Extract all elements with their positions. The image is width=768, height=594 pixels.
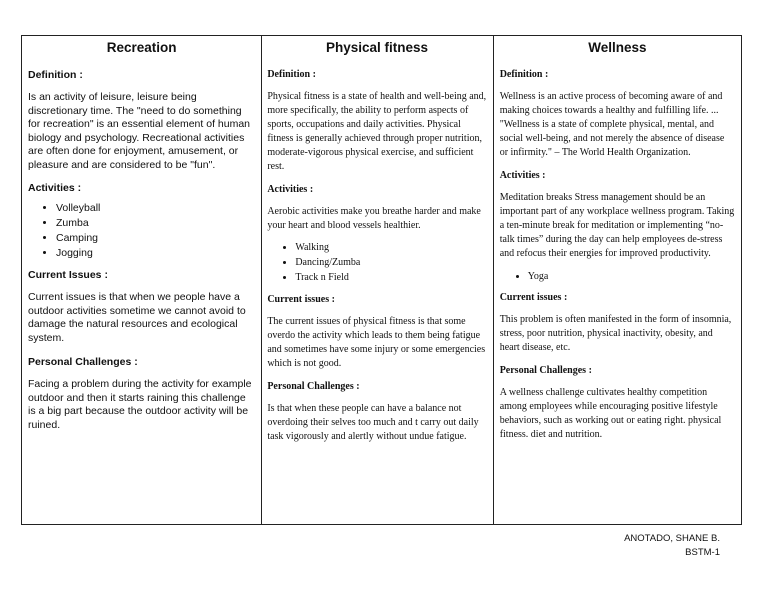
author-section: BSTM-1 — [685, 547, 720, 558]
recreation-definition-text: Is an activity of leisure, leisure being discretionary time. The "need to do something for recreation" is an essential element of human biology and psychology. Recreational activities are often done for enjoyment, amusement, or pleasure and are considered to be "fun". — [28, 91, 251, 171]
recreation-column — [22, 36, 261, 524]
fitness-challenges-text: Is that when these people can have a balance not overdoing their selves too much and t carry out daily task vigorously and alertly without undue fatigue. — [267, 403, 479, 442]
wellness-issues-label: Current issues : — [499, 292, 568, 303]
wellness-definition-label: Definition : — [499, 69, 549, 80]
fitness-activities-list — [267, 240, 486, 285]
wellness-heading: Wellness — [588, 40, 647, 55]
recreation-definition-label: Definition : — [28, 69, 83, 81]
wellness-activities-label: Activities : — [499, 170, 546, 181]
fitness-activities-label: Activities : — [267, 184, 314, 195]
list-item: • Dancing/Zumba — [295, 255, 486, 270]
recreation-challenges-text: Facing a problem during the activity for example outdoor and then it starts raining this challenge is a big part because the outdoor activity will be ruined. — [28, 378, 252, 431]
recreation-activities-label: Activities : — [28, 182, 82, 194]
fitness-challenges-label: Personal Challenges : — [267, 381, 360, 392]
wellness-issues-text: This problem is often manifested in the form of insomnia, stress, poor nutrition, physical inactivity, obesity, and heart disease, etc. — [499, 314, 732, 353]
comparison-table — [21, 35, 742, 525]
fitness-issues-label: Current issues : — [267, 294, 335, 305]
fitness-definition-text: Physical fitness is a state of health and well-being and, more specifically, the ability to perform aspects of sports, occupations and daily activities. Physical fitness is generally achieved through proper nutrition, moderate-vigorous physical exercise, and sufficient rest. — [267, 91, 487, 172]
fitness-definition-label: Definition : — [267, 69, 316, 80]
recreation-challenges-label: Personal Challenges : — [28, 356, 138, 368]
list-item: • Camping — [56, 231, 255, 246]
list-item: • Walking — [295, 240, 486, 255]
recreation-heading: Recreation — [106, 40, 177, 55]
fitness-heading: Physical fitness — [325, 40, 429, 55]
wellness-challenges-label: Personal Challenges : — [499, 365, 592, 376]
wellness-activities-list — [500, 269, 735, 284]
fitness-issues-text: The current issues of physical fitness is that some overdo the activity which leads to them being fatigue and sometimes have some injury or some emergencies which is not good. — [267, 316, 486, 369]
list-item: • Yoga — [528, 269, 735, 284]
list-item: • Jogging — [56, 246, 255, 261]
recreation-issues-text: Current issues is that when we people have a outdoor activities sometime we cannot avoid to damage the natural resources and ecological system. — [28, 291, 246, 344]
wellness-definition-text: Wellness is an active process of becoming aware of and making choices towards a healthy and fulfilling life. ... "Wellness is a state of complete physical, mental, and social well-being, and not merely the absence of disease or infirmity." – The World Health Organization. — [499, 91, 725, 158]
author-name: ANOTADO, SHANE B. — [624, 533, 720, 544]
list-item: • Volleyball — [56, 201, 255, 216]
recreation-issues-label: Current Issues : — [28, 269, 108, 281]
wellness-activities-text: Meditation breaks Stress management should be an important part of any workplace wellness program. Taking a ten-minute break for meditation or implementing “no-talk times” during the day can help employees de-stress and refocus their energies for improved productivity. — [499, 192, 735, 259]
fitness-activities-text: Aerobic activities make you breathe harder and make your heart and blood vessels healthier. — [267, 206, 481, 231]
wellness-challenges-text: A wellness challenge cultivates healthy competition among employees while encouraging positive lifestyle behaviors, such as working out or eating right. physical fitness. diet and nutrition. — [499, 387, 722, 440]
list-item: • Zumba — [56, 216, 255, 231]
wellness-column — [493, 36, 741, 524]
fitness-column — [261, 36, 492, 524]
recreation-activities-list — [28, 201, 255, 261]
list-item: • Track n Field — [295, 270, 486, 285]
